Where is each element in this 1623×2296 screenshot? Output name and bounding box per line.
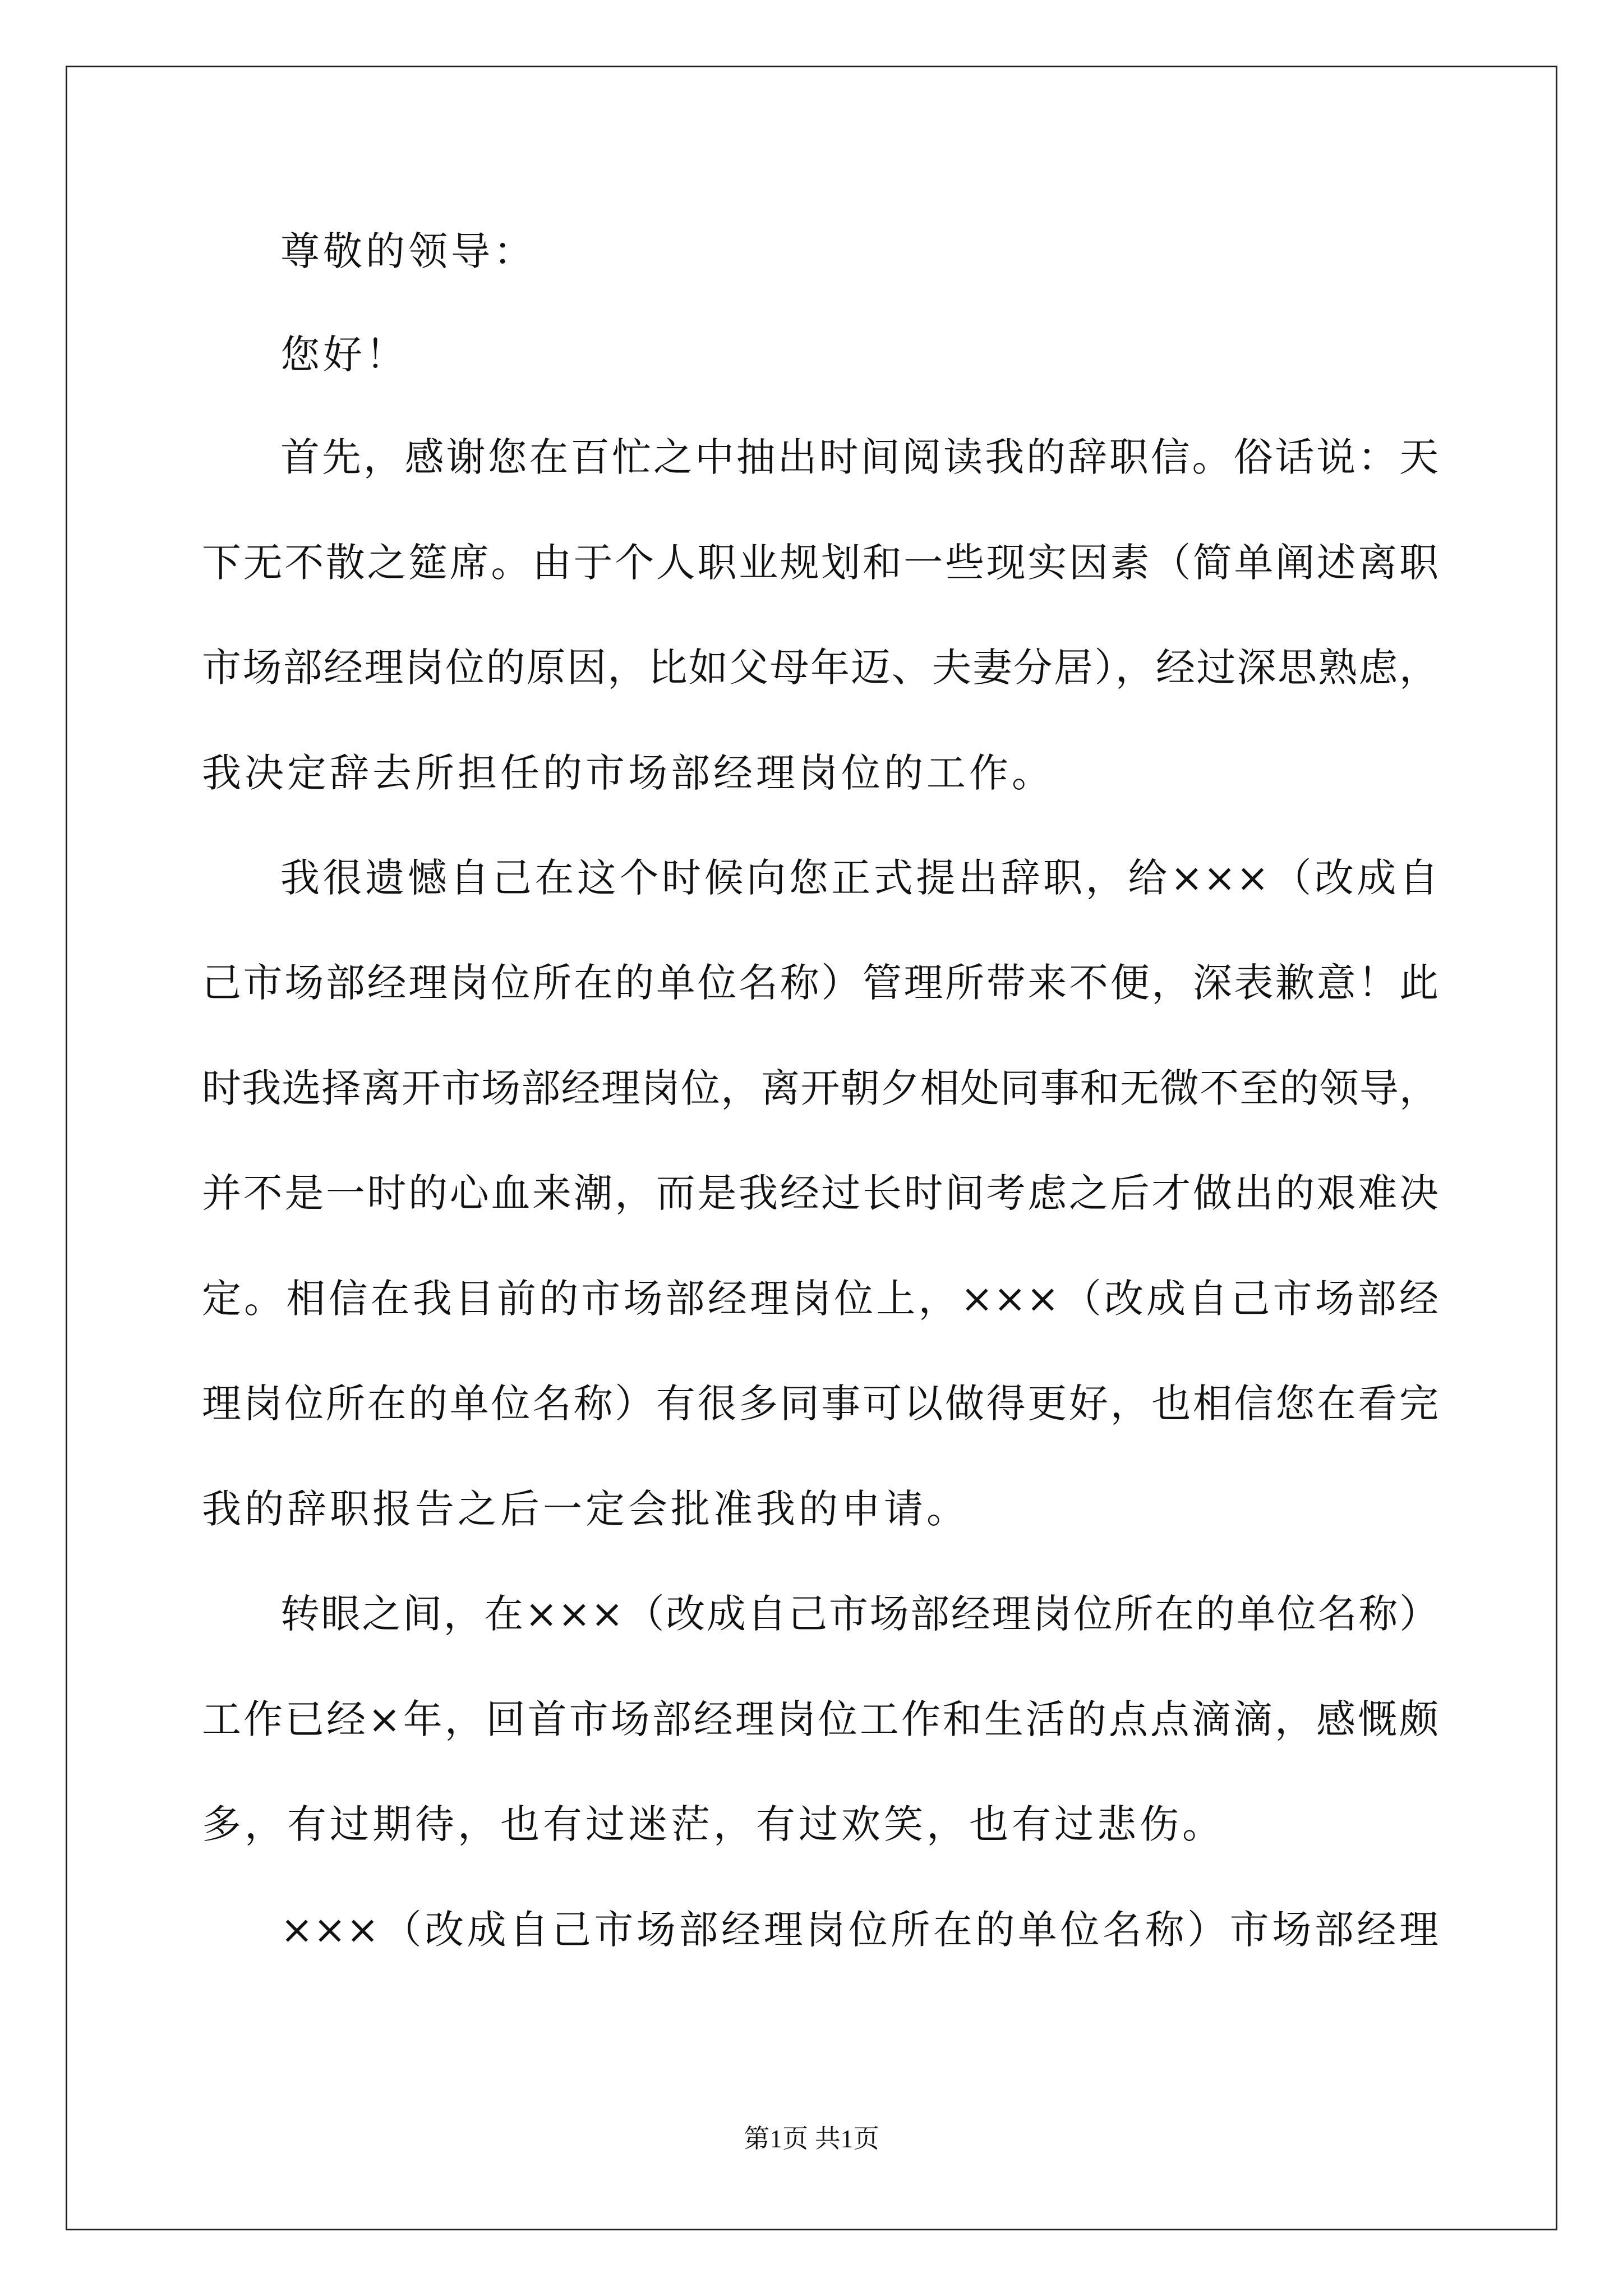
paragraph-line: 定。相信在我目前的市场部经理岗位上，×××（改成自己市场部经 [202, 1276, 1438, 1322]
page-number-footer: 第1页 共1页 [744, 2124, 879, 2153]
paragraph-line: 首先，感谢您在百忙之中抽出时间阅读我的辞职信。俗话说：天 [280, 434, 1438, 480]
paragraph-line: ×××（改成自己市场部经理岗位所在的单位名称）市场部经理 [280, 1907, 1438, 1953]
paragraph-line: 市场部经理岗位的原因，比如父母年迈、夫妻分居），经过深思熟虑， [202, 645, 1438, 691]
paragraph-line: 并不是一时的心血来潮，而是我经过长时间考虑之后才做出的艰难决 [202, 1170, 1438, 1216]
paragraph-line: 转眼之间，在×××（改成自己市场部经理岗位所在的单位名称） [280, 1591, 1438, 1637]
paragraph-line: 我决定辞去所担任的市场部经理岗位的工作。 [202, 750, 1054, 796]
paragraph-line: 我的辞职报告之后一定会批准我的申请。 [202, 1486, 969, 1532]
paragraph-line: 下无不散之筵席。由于个人职业规划和一些现实因素（简单阐述离职 [202, 540, 1438, 586]
paragraph-line: 时我选择离开市场部经理岗位，离开朝夕相处同事和无微不至的领导， [202, 1065, 1438, 1111]
paragraph-line: 理岗位所在的单位名称）有很多同事可以做得更好，也相信您在看完 [202, 1381, 1438, 1427]
paragraph-line: 我很遗憾自己在这个时候向您正式提出辞职，给×××（改成自 [280, 855, 1438, 901]
paragraph-line: 己市场部经理岗位所在的单位名称）管理所带来不便，深表歉意！此 [202, 960, 1438, 1006]
salutation: 尊敬的领导： [280, 228, 536, 274]
paragraph-line: 工作已经×年，回首市场部经理岗位工作和生活的点点滴滴，感慨颇 [202, 1696, 1438, 1742]
paragraph-line: 多，有过期待，也有过迷茫，有过欢笑，也有过悲伤。 [202, 1801, 1225, 1847]
greeting: 您好！ [280, 332, 408, 378]
page-border [66, 66, 1557, 2230]
